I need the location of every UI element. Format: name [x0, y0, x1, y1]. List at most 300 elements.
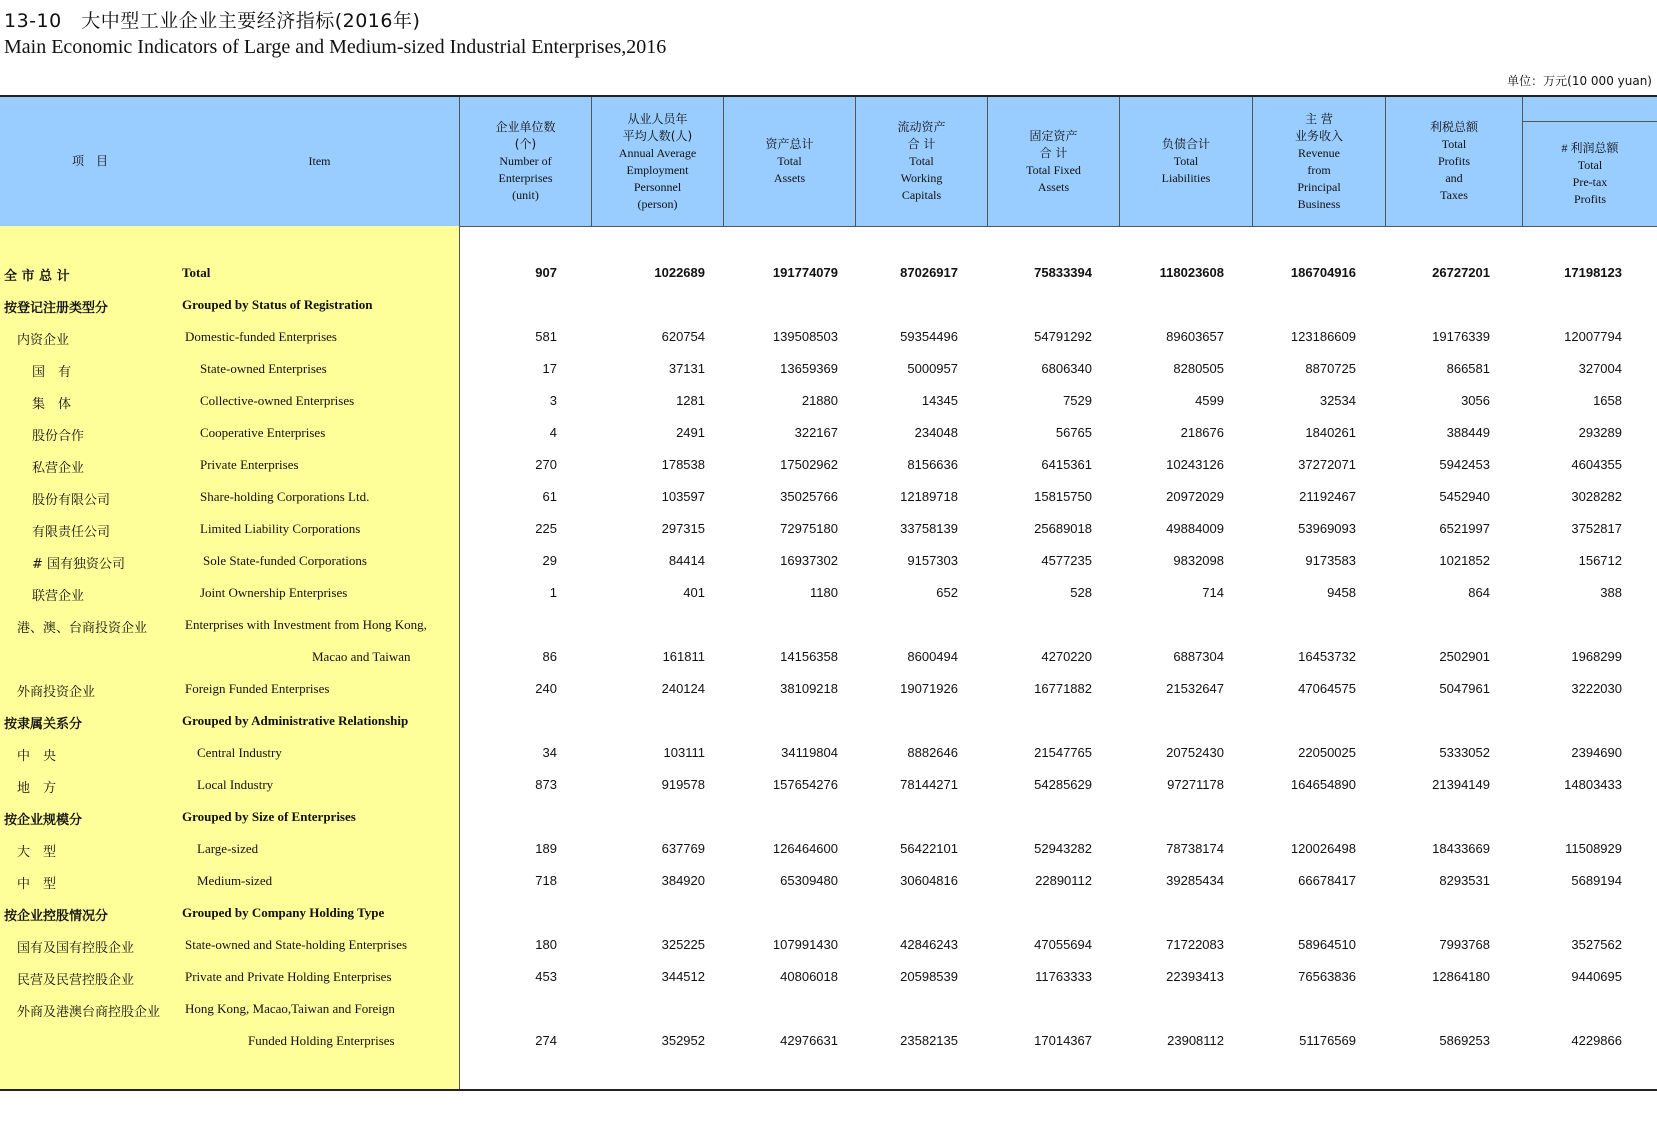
header-col-3 — [723, 97, 855, 226]
table-row — [0, 803, 1657, 835]
row-value-col-9: 3222030 — [1571, 681, 1622, 696]
row-value-col-8: 5333052 — [1439, 745, 1490, 760]
table-row — [0, 835, 1657, 867]
row-value-col-4: 23582135 — [900, 1033, 958, 1048]
header-col-7-line: Revenue — [1298, 145, 1340, 160]
row-value-col-4: 33758139 — [900, 521, 958, 536]
row-value-col-9: 9440695 — [1571, 969, 1622, 984]
row-value-col-5: 22890112 — [1035, 873, 1092, 888]
row-value-col-4: 19071926 — [900, 681, 958, 696]
row-value-col-8: 388449 — [1446, 425, 1490, 440]
row-value-col-3: 35025766 — [780, 489, 838, 504]
header-col-3-line: 资产总计 — [765, 137, 814, 151]
row-value-col-9: 11508929 — [1565, 841, 1622, 856]
row-value-col-2: 103597 — [661, 489, 705, 504]
row-value-col-3: 38109218 — [780, 681, 838, 696]
table-row — [0, 451, 1657, 483]
row-value-col-8: 8293531 — [1439, 873, 1490, 888]
row-value-col-5: 16771882 — [1034, 681, 1092, 696]
row-label-cn: 国 有 — [32, 365, 72, 380]
row-value-col-6: 4599 — [1195, 393, 1224, 408]
header-col-7-line: Principal — [1297, 179, 1341, 194]
header-col-6-line: Total — [1173, 154, 1199, 168]
row-label-en: Joint Ownership Enterprises — [200, 585, 348, 600]
header-col-7-line: Business — [1297, 196, 1341, 211]
row-value-col-9: 3527562 — [1571, 937, 1622, 952]
row-value-col-8: 5047961 — [1439, 681, 1490, 696]
row-value-col-2: 620754 — [661, 329, 705, 344]
row-value-col-7: 47064575 — [1298, 681, 1356, 696]
header-col-9 — [1522, 121, 1657, 226]
row-value-col-4: 9157303 — [907, 553, 958, 568]
header-col-5-line: Assets — [1037, 179, 1070, 194]
row-label-en: Grouped by Company Holding Type — [182, 905, 385, 920]
row-value-col-1: 453 — [535, 969, 557, 984]
table-row — [0, 643, 1657, 675]
row-label-en: Hong Kong, Macao,Taiwan and Foreign — [185, 1001, 395, 1016]
row-value-col-7: 32534 — [1319, 393, 1356, 408]
row-value-col-6: 39285434 — [1166, 873, 1224, 888]
row-value-col-6: 118023608 — [1159, 265, 1224, 280]
header-col-4-line: 合 计 — [907, 137, 936, 151]
row-value-col-7: 37272071 — [1298, 457, 1356, 472]
row-value-col-7: 9458 — [1327, 585, 1356, 600]
row-label-en: Medium-sized — [197, 873, 273, 888]
row-value-col-8: 26727201 — [1432, 265, 1490, 280]
row-value-col-6: 97271178 — [1167, 777, 1224, 792]
row-value-col-4: 234048 — [914, 425, 958, 440]
header-col-8-line: Taxes — [1440, 188, 1468, 202]
row-value-col-7: 8870725 — [1305, 361, 1356, 376]
row-value-col-1: 225 — [535, 521, 557, 536]
row-label-cn: 内资企业 — [17, 333, 70, 348]
row-value-col-3: 65309480 — [780, 873, 838, 888]
table-row — [0, 739, 1657, 771]
header-col-6-line: 负债合计 — [1161, 137, 1210, 151]
table-row — [0, 611, 1657, 643]
row-value-col-7: 186704916 — [1290, 265, 1356, 280]
row-value-col-9: 327004 — [1578, 361, 1622, 376]
header-col-2-line: 平均人数(人) — [622, 128, 693, 143]
row-value-col-8: 866581 — [1446, 361, 1490, 376]
row-value-col-8: 21394149 — [1432, 777, 1490, 792]
row-label-cn: 外商及港澳台商控股企业 — [17, 1005, 161, 1020]
row-value-col-1: 3 — [549, 393, 557, 408]
row-value-col-5: 15815750 — [1034, 489, 1092, 504]
row-label-en: State-owned Enterprises — [200, 361, 327, 376]
row-value-col-5: 25689018 — [1034, 521, 1092, 536]
row-value-col-8: 3056 — [1461, 393, 1490, 408]
header-col-7 — [1252, 97, 1385, 226]
row-value-col-8: 864 — [1468, 585, 1490, 600]
row-value-col-3: 34119804 — [781, 745, 838, 760]
row-label-en: Large-sized — [197, 841, 259, 856]
header-col-5 — [987, 97, 1119, 226]
row-value-col-3: 16937302 — [780, 553, 838, 568]
table-title-en: Main Economic Indicators of Large and Medium-sized Industrial Enterprises,2016 — [4, 36, 667, 58]
header-col-2-line: Annual Average — [618, 145, 697, 160]
row-value-col-7: 22050025 — [1298, 745, 1356, 760]
row-value-col-3: 322167 — [794, 425, 838, 440]
table-row — [0, 483, 1657, 515]
table-row — [0, 323, 1657, 355]
table-header — [0, 97, 1657, 227]
row-value-col-2: 352952 — [661, 1033, 705, 1048]
row-label-cn: # 国有独资公司 — [32, 557, 126, 572]
row-value-col-7: 21192467 — [1299, 489, 1356, 504]
row-value-col-8: 7993768 — [1439, 937, 1490, 952]
row-value-col-3: 14156358 — [780, 649, 838, 664]
row-value-col-9: 1968299 — [1571, 649, 1622, 664]
row-label-cn: 港、澳、台商投资企业 — [17, 621, 148, 636]
row-value-col-3: 21880 — [801, 393, 838, 408]
row-label-cn: 按登记注册类型分 — [4, 301, 109, 316]
row-value-col-6: 714 — [1202, 585, 1224, 600]
unit-label: 单位：万元(10 000 yuan) — [1507, 74, 1652, 88]
row-label-cn: 集 体 — [32, 397, 72, 412]
header-col-9-line: Profits — [1573, 192, 1606, 206]
row-value-col-8: 6521997 — [1439, 521, 1490, 536]
row-value-col-9: 17198123 — [1564, 265, 1622, 280]
row-label-cn: 民营及民营控股企业 — [17, 973, 135, 988]
row-label-en: Local Industry — [197, 777, 274, 792]
header-col-8-line: and — [1445, 171, 1463, 185]
row-value-col-7: 66678417 — [1298, 873, 1356, 888]
row-value-col-1: 907 — [535, 265, 557, 280]
row-value-col-7: 53969093 — [1298, 521, 1356, 536]
row-label-cn: 中 央 — [17, 749, 57, 764]
header-col-8-line: Profits — [1437, 154, 1470, 168]
row-value-col-3: 1180 — [810, 585, 838, 600]
header-col-5-line: 固定资产 — [1029, 128, 1078, 143]
row-value-col-5: 21547765 — [1034, 745, 1092, 760]
row-value-col-6: 23908112 — [1167, 1033, 1224, 1048]
row-label-cn: 按企业控股情况分 — [4, 909, 109, 924]
table-row — [0, 771, 1657, 803]
row-label-en: Private and Private Holding Enterprises — [185, 969, 392, 984]
header-col-9-line: # 利润总额 — [1561, 141, 1619, 155]
header-col-7-line: 业务收入 — [1294, 128, 1343, 143]
row-value-col-8: 5869253 — [1439, 1033, 1490, 1048]
row-value-col-6: 71722083 — [1166, 937, 1224, 952]
row-label-en: Grouped by Status of Registration — [182, 297, 373, 312]
row-value-col-9: 3752817 — [1571, 521, 1622, 536]
row-value-col-5: 54285629 — [1034, 777, 1092, 792]
row-value-col-9: 4229866 — [1571, 1033, 1622, 1048]
row-label-cn: 地 方 — [17, 781, 57, 796]
row-value-col-4: 59354496 — [900, 329, 958, 344]
row-value-col-8: 12864180 — [1432, 969, 1490, 984]
row-value-col-7: 1840261 — [1305, 425, 1356, 440]
row-value-col-6: 21532647 — [1166, 681, 1224, 696]
row-value-col-7: 9173583 — [1305, 553, 1356, 568]
row-value-col-3: 191774079 — [772, 265, 838, 280]
row-value-col-4: 20598539 — [900, 969, 958, 984]
row-label-en: Sole State-funded Corporations — [203, 553, 367, 568]
row-value-col-2: 103111 — [663, 745, 705, 760]
row-value-col-4: 42846243 — [900, 937, 958, 952]
row-value-col-2: 919578 — [661, 777, 705, 792]
row-value-col-7: 51176569 — [1299, 1033, 1356, 1048]
row-label-cn: 按企业规模分 — [4, 813, 83, 828]
table-row — [0, 579, 1657, 611]
row-value-col-7: 16453732 — [1298, 649, 1356, 664]
row-value-col-2: 401 — [683, 585, 705, 600]
row-value-col-8: 19176339 — [1432, 329, 1490, 344]
table-row — [0, 963, 1657, 995]
row-value-col-4: 87026917 — [900, 265, 958, 280]
table-row — [0, 1027, 1657, 1059]
row-value-col-3: 17502962 — [780, 457, 838, 472]
row-value-col-1: 873 — [535, 777, 557, 792]
row-value-col-2: 161811 — [662, 649, 705, 664]
row-label-cn: 中 型 — [17, 877, 57, 892]
row-label-en: Cooperative Enterprises — [200, 425, 326, 440]
table-row — [0, 899, 1657, 931]
header-col-1-line: Enterprises — [498, 171, 553, 185]
row-value-col-5: 7529 — [1063, 393, 1092, 408]
row-value-col-9: 2394690 — [1571, 745, 1622, 760]
row-label-cn: 外商投资企业 — [17, 685, 96, 700]
row-label-cn: 私营企业 — [32, 461, 85, 476]
row-value-col-3: 126464600 — [772, 841, 838, 856]
row-label-en: Limited Liability Corporations — [200, 521, 361, 536]
table-row — [0, 355, 1657, 387]
header-col-3-line: Total — [777, 154, 802, 168]
table-bottom-rule — [0, 1089, 1657, 1091]
row-value-col-2: 178538 — [661, 457, 705, 472]
header-col-6-line: Liabilities — [1161, 171, 1211, 185]
row-value-col-1: 61 — [542, 489, 557, 504]
row-value-col-6: 22393413 — [1166, 969, 1224, 984]
row-label-en: Central Industry — [197, 745, 282, 760]
row-label-cn: 联营企业 — [32, 589, 85, 604]
header-col-1-line: 企业单位数 — [495, 120, 556, 134]
row-value-col-6: 78738174 — [1166, 841, 1224, 856]
row-value-col-1: 17 — [542, 361, 557, 376]
row-label-en: Grouped by Size of Enterprises — [182, 809, 356, 824]
row-label-en: Total — [182, 265, 211, 280]
row-value-col-4: 5000957 — [907, 361, 958, 376]
header-col-7-line: 主 营 — [1305, 111, 1333, 126]
row-value-col-3: 107991430 — [772, 937, 838, 952]
row-value-col-1: 718 — [535, 873, 557, 888]
row-value-col-6: 6887304 — [1173, 649, 1224, 664]
header-col-3-line: Assets — [773, 171, 806, 185]
row-value-col-6: 20972029 — [1166, 489, 1224, 504]
row-value-col-2: 240124 — [661, 681, 705, 696]
header-col-2 — [591, 97, 723, 226]
row-label-en: Funded Holding Enterprises — [248, 1033, 395, 1048]
row-value-col-1: 1 — [549, 585, 557, 600]
row-value-col-8: 18433669 — [1432, 841, 1490, 856]
row-value-col-9: 5689194 — [1571, 873, 1622, 888]
row-value-col-1: 270 — [535, 457, 557, 472]
table-row — [0, 419, 1657, 451]
row-value-col-4: 30604816 — [900, 873, 958, 888]
header-col-1-line: (个) — [514, 137, 537, 151]
row-label-cn: 股份合作 — [32, 429, 85, 444]
row-label-cn: 国有及国有控股企业 — [17, 941, 135, 956]
row-value-col-1: 240 — [535, 681, 557, 696]
table-row — [0, 259, 1657, 291]
row-value-col-5: 17014367 — [1034, 1033, 1092, 1048]
header-col-2-line: Employment — [626, 162, 689, 177]
row-label-cn: 股份有限公司 — [32, 493, 111, 508]
header-col-8-line: 利税总额 — [1429, 120, 1478, 134]
row-value-col-2: 384920 — [661, 873, 705, 888]
table-row — [0, 387, 1657, 419]
row-value-col-8: 5942453 — [1439, 457, 1490, 472]
header-col-4-line: Capitals — [901, 188, 942, 202]
header-col-1 — [459, 97, 591, 226]
row-value-col-2: 2491 — [676, 425, 705, 440]
header-col-8-line: Total — [1441, 137, 1467, 151]
row-value-col-5: 528 — [1070, 585, 1092, 600]
table-title-cn: 13-10 大中型工业企业主要经济指标(2016年) — [4, 10, 421, 32]
header-col-4-line: 流动资产 — [897, 120, 946, 134]
row-value-col-1: 34 — [542, 745, 557, 760]
row-value-col-4: 56422101 — [900, 841, 958, 856]
row-value-col-7: 76563836 — [1298, 969, 1356, 984]
header-col-7-line: from — [1307, 162, 1331, 177]
header-col-1-line: Number of — [499, 154, 552, 168]
row-value-col-1: 180 — [535, 937, 557, 952]
row-value-col-6: 8280505 — [1173, 361, 1224, 376]
row-value-col-4: 12189718 — [900, 489, 958, 504]
row-value-col-9: 156712 — [1578, 553, 1622, 568]
row-value-col-7: 58964510 — [1298, 937, 1356, 952]
row-label-en: Private Enterprises — [200, 457, 299, 472]
header-col-2-line: (person) — [637, 196, 678, 211]
row-value-col-7: 120026498 — [1290, 841, 1356, 856]
row-value-col-3: 42976631 — [780, 1033, 838, 1048]
row-value-col-5: 75833394 — [1034, 265, 1092, 280]
header-item-en: Item — [308, 154, 331, 168]
table-row — [0, 547, 1657, 579]
row-value-col-5: 52943282 — [1034, 841, 1092, 856]
row-value-col-5: 6806340 — [1041, 361, 1092, 376]
row-value-col-2: 1281 — [676, 393, 705, 408]
row-value-col-3: 72975180 — [780, 521, 838, 536]
row-value-col-9: 1658 — [1593, 393, 1622, 408]
row-label-en: Collective-owned Enterprises — [200, 393, 355, 408]
row-label-en: Grouped by Administrative Relationship — [182, 713, 409, 728]
header-col-1-line: (unit) — [512, 188, 539, 202]
row-label-en: Foreign Funded Enterprises — [185, 681, 330, 696]
row-value-col-4: 78144271 — [900, 777, 958, 792]
header-col-4-line: Working — [900, 171, 943, 185]
header-col-5-line: Total Fixed — [1026, 162, 1081, 177]
row-value-col-5: 4270220 — [1041, 649, 1092, 664]
table-row — [0, 995, 1657, 1027]
row-value-col-9: 388 — [1600, 585, 1622, 600]
row-value-col-5: 4577235 — [1041, 553, 1092, 568]
header-col-8 — [1385, 97, 1522, 226]
row-value-col-1: 189 — [535, 841, 557, 856]
row-value-col-4: 14345 — [921, 393, 958, 408]
header-col-9-line: Total — [1577, 158, 1603, 172]
row-value-col-3: 13659369 — [780, 361, 838, 376]
row-value-col-6: 10243126 — [1166, 457, 1224, 472]
header-col-4-line: Total — [909, 154, 934, 168]
row-label-cn: 大 型 — [17, 845, 57, 860]
table-row — [0, 931, 1657, 963]
row-value-col-5: 11763333 — [1035, 969, 1092, 984]
row-value-col-2: 297315 — [661, 521, 705, 536]
row-value-col-6: 9832098 — [1173, 553, 1224, 568]
row-value-col-8: 1021852 — [1439, 553, 1490, 568]
row-value-col-2: 84414 — [668, 553, 705, 568]
row-label-cn: 全 市 总 计 — [4, 269, 70, 284]
row-value-col-5: 47055694 — [1034, 937, 1092, 952]
row-value-col-4: 652 — [936, 585, 958, 600]
row-value-col-9: 14803433 — [1564, 777, 1622, 792]
row-label-cn: 按隶属关系分 — [4, 717, 83, 732]
row-value-col-3: 157654276 — [772, 777, 838, 792]
row-value-col-3: 40806018 — [780, 969, 838, 984]
row-label-en: Enterprises with Investment from Hong Kong, — [185, 617, 427, 632]
row-label-en: State-owned and State-holding Enterprises — [185, 937, 408, 952]
row-value-col-9: 293289 — [1578, 425, 1622, 440]
row-value-col-2: 1022689 — [654, 265, 705, 280]
table-row — [0, 515, 1657, 547]
row-value-col-1: 274 — [535, 1033, 557, 1048]
row-label-en: Domestic-funded Enterprises — [185, 329, 337, 344]
row-value-col-6: 20752430 — [1166, 745, 1224, 760]
row-value-col-1: 4 — [549, 425, 557, 440]
row-value-col-1: 581 — [535, 329, 557, 344]
row-value-col-4: 8600494 — [907, 649, 958, 664]
row-value-col-8: 2502901 — [1439, 649, 1490, 664]
row-value-col-5: 56765 — [1055, 425, 1092, 440]
row-value-col-3: 139508503 — [772, 329, 838, 344]
header-col-6 — [1119, 97, 1252, 226]
row-value-col-1: 29 — [542, 553, 557, 568]
header-col-9-line: Pre-tax — [1572, 175, 1608, 189]
row-value-col-5: 54791292 — [1034, 329, 1092, 344]
row-value-col-6: 89603657 — [1166, 329, 1224, 344]
row-value-col-4: 8882646 — [907, 745, 958, 760]
table-row — [0, 707, 1657, 739]
row-value-col-6: 49884009 — [1166, 521, 1224, 536]
row-label-cn: 有限责任公司 — [32, 525, 111, 540]
row-value-col-6: 218676 — [1180, 425, 1224, 440]
header-col-2-line: Personnel — [633, 179, 682, 194]
row-value-col-9: 12007794 — [1564, 329, 1622, 344]
header-item-cn: 项 目 — [71, 154, 108, 168]
row-value-col-7: 164654890 — [1290, 777, 1356, 792]
table-row — [0, 867, 1657, 899]
row-value-col-1: 86 — [542, 649, 557, 664]
header-col-5-line: 合 计 — [1039, 145, 1068, 160]
row-label-en: Macao and Taiwan — [312, 649, 411, 664]
header-col-4 — [855, 97, 987, 226]
row-value-col-7: 123186609 — [1290, 329, 1356, 344]
row-value-col-2: 37131 — [668, 361, 705, 376]
row-value-col-9: 4604355 — [1571, 457, 1622, 472]
row-label-en: Share-holding Corporations Ltd. — [200, 489, 370, 504]
table-row — [0, 291, 1657, 323]
header-col-2-line: 从业人员年 — [627, 111, 688, 126]
row-value-col-2: 637769 — [661, 841, 705, 856]
row-value-col-2: 325225 — [661, 937, 705, 952]
row-value-col-2: 344512 — [661, 969, 705, 984]
row-value-col-4: 8156636 — [907, 457, 958, 472]
row-value-col-8: 5452940 — [1439, 489, 1490, 504]
row-value-col-5: 6415361 — [1041, 457, 1092, 472]
table-row — [0, 675, 1657, 707]
